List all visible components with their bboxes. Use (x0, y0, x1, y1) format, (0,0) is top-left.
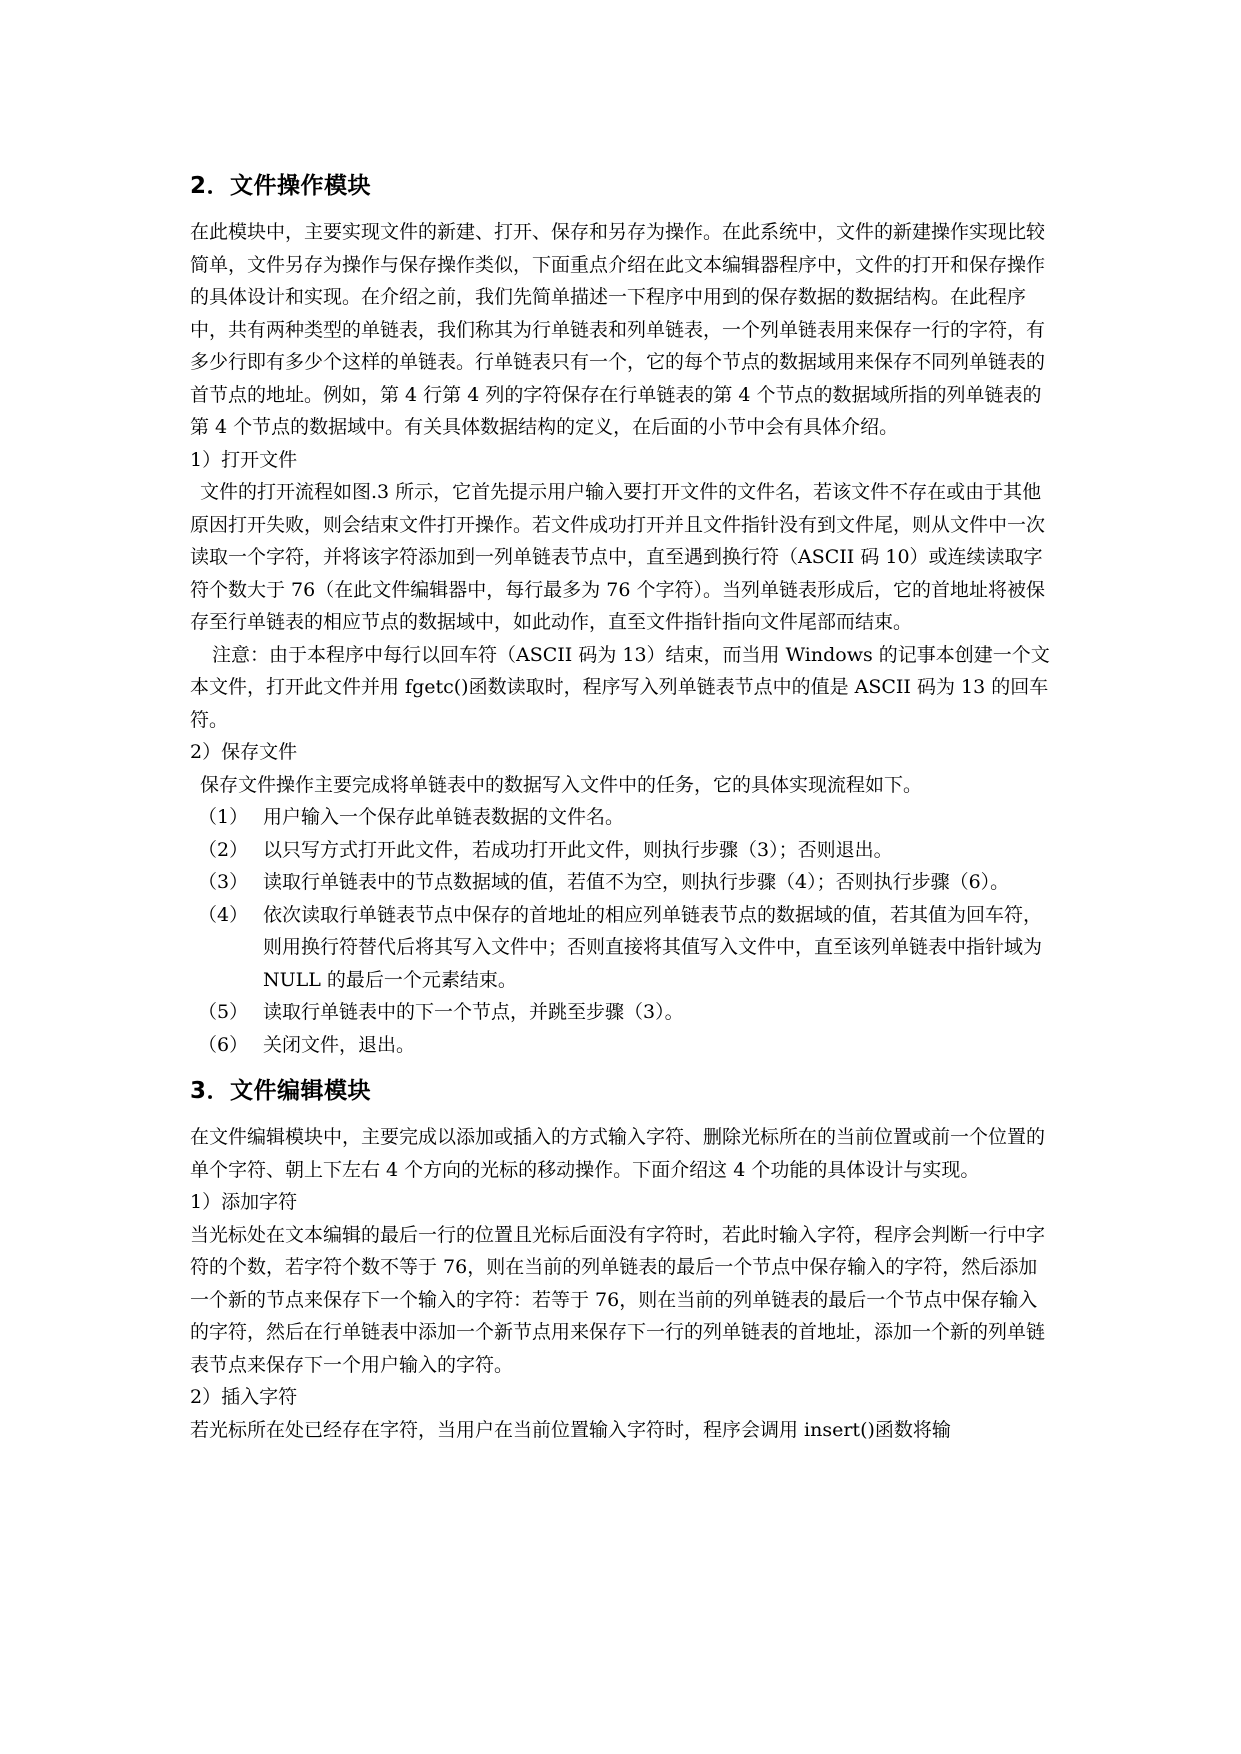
list-item (190, 1029, 1050, 1062)
step-text: 读取行单链表中的下一个节点，并跳至步骤（3）。 (263, 1001, 684, 1023)
step-text: 以只写方式打开此文件，若成功打开此文件，则执行步骤（3）；否则退出。 (263, 838, 893, 861)
step-number: （6） (198, 1033, 249, 1056)
section2-intro-paragraph: 在此模块中，主要实现文件的新建、打开、保存和另存为操作。在此系统中，文件的新建操作实现比较简单，文件另存为操作与保存操作类似，下面重点介绍在此文本编辑器程序中，文件的打开和保存操作的具体设计和实现。在介绍之前，我们先简单描述一下程序中用到的保存数据的数据结构。在此程序中，共有两种类型的单链表，我们称其为行单链表和列单链表，一个列单链表用来保存一行的字符，有多少行即有多少个这样的单链表。行单链表只有一个，它的每个节点的数据域用来保存不同列单链表的首节点的地址。例如，第 4 行第 4 列的字符保存在行单链表的第 4 个节点的数据域所指的列单链表的第 4 个节点的数据域中。有关具体数据结构的定义，在后面的小节中会有具体介绍。 (190, 221, 1046, 438)
step-text: 用户输入一个保存此单链表数据的文件名。 (263, 806, 625, 828)
section-title-file-operations: 2．文件操作模块 (190, 173, 372, 199)
insert-char-paragraph: 若光标所在处已经存在字符，当用户在当前位置输入字符时，程序会调用 insert()函数将输 (190, 1418, 951, 1441)
save-file-paragraph: 保存文件操作主要完成将单链表中的数据写入文件中的任务，它的具体实现流程如下。 (200, 773, 923, 796)
step-number: （2） (198, 838, 249, 861)
open-file-note: 注意：由于本程序中每行以回车符（ASCII 码为 13）结束，而当用 Windows 的记事本创建一个文本文件，打开此文件并用 fgetc()函数读取时，程序写入列单链表节点中的值是 ASCII 码为 13 的回车符。 (190, 643, 1050, 731)
step-number: （4） (198, 903, 249, 926)
step-text: 依次读取行单链表节点中保存的首地址的相应列单链表节点的数据域的值，若其值为回车符，则用换行符替代后将其写入文件中；否则直接将其值写入文件中，直至该列单链表中指针域为 NULL 的最后一个元素结束。 (263, 903, 1043, 991)
step-text: 读取行单链表中的节点数据域的值，若值不为空，则执行步骤（4）；否则执行步骤（6）。 (263, 871, 1010, 893)
subheading-open-file: 1）打开文件 (190, 448, 298, 471)
list-item (190, 801, 1050, 834)
list-item (190, 899, 1050, 997)
step-number: （1） (198, 806, 249, 828)
subheading-insert-char: 2）插入字符 (190, 1386, 298, 1408)
subheading-save-file: 2）保存文件 (190, 741, 298, 763)
subheading-add-char: 1）添加字符 (190, 1191, 298, 1213)
list-item (190, 834, 1050, 867)
list-item (190, 996, 1050, 1029)
page-content (190, 168, 1050, 1446)
list-item (190, 866, 1050, 899)
add-char-paragraph: 当光标处在文本编辑的最后一行的位置且光标后面没有字符时，若此时输入字符，程序会判断一行中字符的个数，若字符个数不等于 76，则在当前的列单链表的最后一个节点中保存输入的字符，然后添加一个新的节点来保存下一个输入的字符：若等于 76，则在当前的列单链表的最后一个节点中保存输入的字符，然后在行单链表中添加一个新节点用来保存下一行的列单链表的首地址，添加一个新的列单链表节点来保存下一个用户输入的字符。 (190, 1223, 1046, 1376)
section-title-file-editing: 3．文件编辑模块 (190, 1078, 372, 1104)
step-number: （3） (198, 871, 249, 893)
open-file-paragraph: 文件的打开流程如图.3 所示，它首先提示用户输入要打开文件的文件名，若该文件不存在或由于其他原因打开失败，则会结束文件打开操作。若文件成功打开并且文件指针没有到文件尾，则从文件中一次读取一个字符，并将该字符添加到一列单链表节点中，直至遇到换行符（ASCII 码 10）或连续读取字符个数大于 76（在此文件编辑器中，每行最多为 76 个字符）。当列单链表形成后，它的首地址将被保存至行单链表的相应节点的数据域中，如此动作，直至文件指针指向文件尾部而结束。 (190, 481, 1046, 633)
step-text: 关闭文件，退出。 (263, 1033, 416, 1056)
section3-intro-paragraph: 在文件编辑模块中，主要完成以添加或插入的方式输入字符、删除光标所在的当前位置或前一个位置的单个字符、朝上下左右 4 个方向的光标的移动操作。下面介绍这 4 个功能的具体设计与实现。 (190, 1126, 1046, 1181)
step-number: （5） (198, 1001, 249, 1023)
save-steps-list (190, 801, 1050, 1061)
